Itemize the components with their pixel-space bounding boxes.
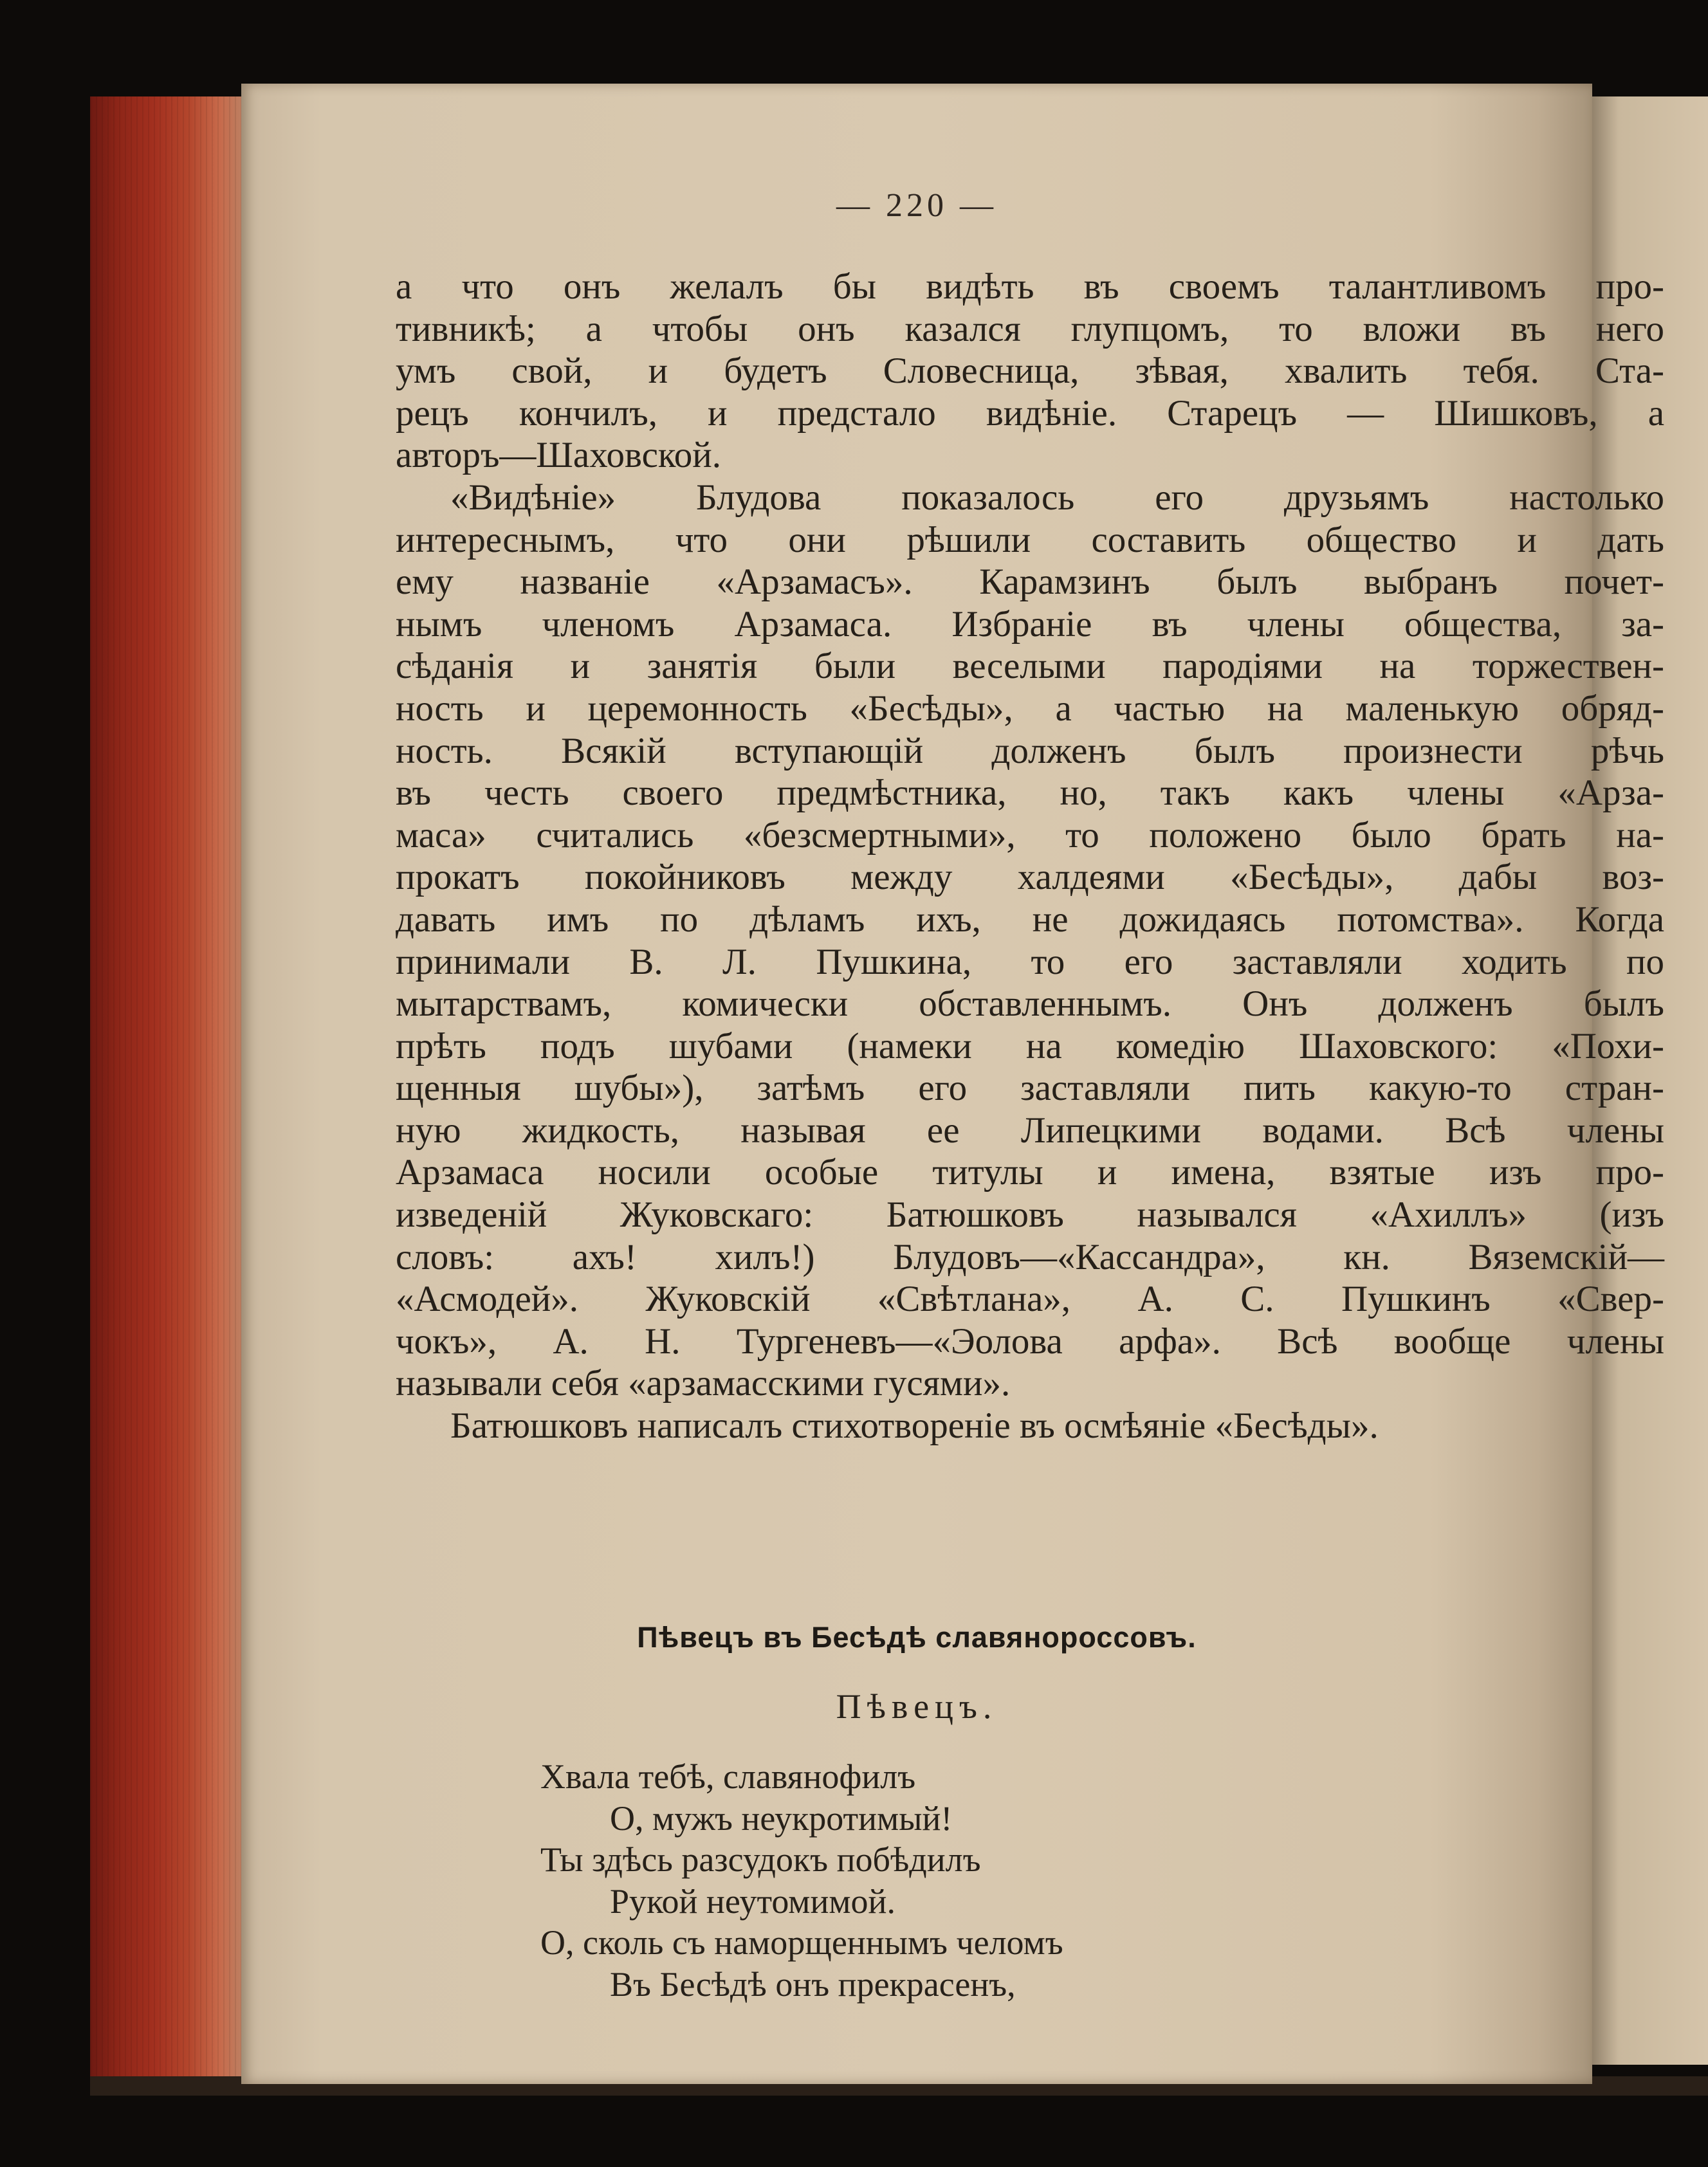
poem-speaker: Пѣвецъ. (836, 1687, 998, 1726)
text-line: называли себя «арзамасскими гусями». (396, 1363, 1011, 1404)
text-line: мытарствамъ, комически обставленнымъ. Онъ долженъ былъ (396, 983, 1664, 1025)
poem-line: Рукой неутомимой. (610, 1881, 895, 1921)
text-line: ему названіе «Арзамасъ». Карамзинъ былъ выбранъ почет- (396, 562, 1664, 603)
text-line: прокатъ покойниковъ между халдеями «Бесѣды», дабы воз- (396, 857, 1664, 898)
text-line: тивникѣ; а чтобы онъ казался глупцомъ, то вложи въ него (396, 308, 1664, 349)
text-line: щенныя шубы»), затѣмъ его заставляли пить какую-то стран- (396, 1068, 1664, 1109)
text-line: Арзамаса носили особые титулы и имена, взятые изъ про- (396, 1152, 1664, 1193)
paragraph (396, 477, 1664, 1405)
poem-line: Въ Бесѣдѣ онъ прекрасенъ, (610, 1964, 1016, 2004)
text-line: ную жидкость, называя ее Липецкими водами. Всѣ члены (396, 1110, 1664, 1151)
text-line: чокъ», А. Н. Тургеневъ—«Эолова арфа». Всѣ вообще члены (396, 1321, 1664, 1362)
text-line: ность и церемонность «Бесѣды», а частью на маленькую обряд- (396, 688, 1664, 729)
text-line: а что онъ желалъ бы видѣть въ своемъ талантливомъ про- (396, 266, 1664, 307)
text-line: маса» считались «безсмертными», то положено было брать на- (396, 814, 1664, 855)
text-line: словъ: ахъ! хилъ!) Блудовъ—«Кассандра», кн. Вяземскій— (396, 1236, 1664, 1277)
paragraph (396, 1405, 1664, 1447)
paragraph (396, 266, 1664, 477)
poem (540, 1756, 1441, 2006)
poem-line: О, сколь съ наморщеннымъ челомъ (540, 1923, 1063, 1962)
text-line: сѣданія и занятія были веселыми пародіями на торжествен- (396, 646, 1664, 687)
text-line: Батюшковъ написалъ стихотвореніе въ осмѣяніе «Бесѣды». (450, 1405, 1379, 1447)
book-page (241, 84, 1664, 2084)
poem-line: О, мужъ неукротимый! (610, 1798, 953, 1838)
text-line: ность. Всякій вступающій долженъ былъ произнести рѣчь (396, 730, 1664, 771)
text-line: прѣть подъ шубами (намеки на комедію Шаховского: «Похи- (396, 1025, 1664, 1066)
page-number: — 220 — (836, 187, 997, 224)
text-line: умъ свой, и будетъ Словесница, зѣвая, хвалить тебя. Ста- (396, 351, 1664, 392)
text-line: принимали В. Л. Пушкина, то его заставляли ходить по (396, 941, 1664, 982)
text-line: «Асмодей». Жуковскій «Свѣтлана», А. С. Пушкинъ «Свер- (396, 1279, 1664, 1320)
text-line: авторъ—Шаховской. (396, 435, 721, 476)
poem-title: Пѣвецъ въ Бесѣдѣ славянороссовъ. (637, 1621, 1197, 1654)
poem-line: Ты здѣсь разсудокъ побѣдилъ (540, 1840, 981, 1879)
text-line: въ честь своего предмѣстника, но, такъ какъ члены «Арза- (396, 773, 1664, 814)
poem-line: Хвала тебѣ, славянофилъ (540, 1757, 916, 1796)
text-line: интереснымъ, что они рѣшили составить общество и дать (396, 519, 1664, 560)
text-line: нымъ членомъ Арзамаса. Избраніе въ члены общества, за- (396, 603, 1664, 645)
text-line: изведеній Жуковскаго: Батюшковъ назывался «Ахиллъ» (изъ (396, 1194, 1664, 1236)
text-line: «Видѣніе» Блудова показалось его друзьямъ настолько (450, 477, 1664, 518)
book-page-edges (90, 96, 251, 2078)
body-text (396, 266, 1664, 1447)
text-line: рецъ кончилъ, и предстало видѣніе. Старецъ — Шишковъ, а (396, 392, 1664, 434)
text-line: давать имъ по дѣламъ ихъ, не дожидаясь потомства». Когда (396, 899, 1664, 940)
